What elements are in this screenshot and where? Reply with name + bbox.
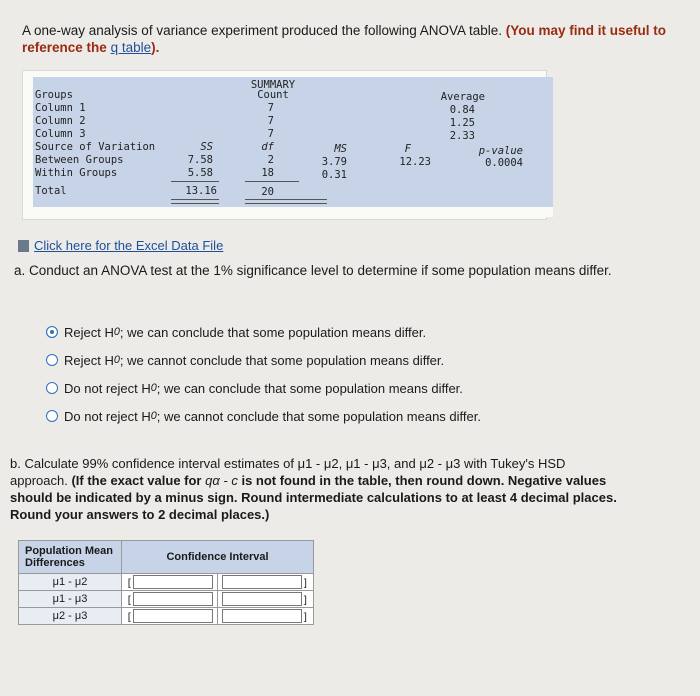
upper-bound-input[interactable] <box>222 575 302 589</box>
upper-bound-input[interactable] <box>222 609 302 623</box>
option-reject-cannot[interactable]: Reject H 0 ; we cannot conclude that some population means differ. <box>46 346 481 374</box>
table-row: μ1 - μ3 [ ] <box>19 591 314 608</box>
f-header: F <box>404 143 411 155</box>
prompt-suffix: ). <box>151 40 160 55</box>
anova-table <box>22 70 547 220</box>
option-do-not-reject-can[interactable]: Do not reject H 0 ; we can conclude that some population means differ. <box>46 374 481 402</box>
radio-button[interactable] <box>46 382 58 394</box>
part-b-line3: should be indicated by a minus sign. Round intermediate calculations to at least 4 decimal places. <box>10 490 617 505</box>
excel-data-link[interactable] <box>18 238 223 253</box>
prompt-text: A one-way analysis of variance experiment produced the following ANOVA table. <box>22 23 503 38</box>
part-b-line1: b. Calculate 99% confidence interval estimates of μ1 - μ2, μ1 - μ3, and μ2 - μ3 with Tukey's HSD <box>10 456 566 471</box>
df-header: df <box>261 141 274 153</box>
q-alpha-expression: qα - c <box>205 473 238 488</box>
group-name: Column 3 <box>35 128 86 140</box>
within-label: Within Groups <box>35 167 118 179</box>
part-a-options <box>46 318 481 430</box>
row-label: μ1 - μ2 <box>19 574 122 591</box>
pvalue-header: p-value <box>478 145 523 157</box>
between-label: Between Groups <box>35 154 124 166</box>
table-row: μ1 - μ2 [ ] <box>19 574 314 591</box>
group-name: Column 1 <box>35 102 86 114</box>
between-ss: 7.58 <box>187 154 213 166</box>
part-b-line4: Round your answers to 2 decimal places.) <box>10 507 270 522</box>
row-label: μ1 - μ3 <box>19 591 122 608</box>
p-value: 0.0004 <box>485 157 523 169</box>
f-value: 12.23 <box>399 156 431 168</box>
group-count: 7 <box>267 115 274 127</box>
groups-header: Groups <box>35 89 73 101</box>
problem-prompt <box>22 22 692 56</box>
total-ss: 13.16 <box>185 185 217 197</box>
group-count: 7 <box>267 102 274 114</box>
summary-title: SUMMARY <box>250 79 296 91</box>
part-b-question: b. Calculate 99% confidence interval estimates of μ1 - μ2, μ1 - μ3, and μ2 - μ3 with Tukey's HSD approach. (If the exact value for qα - c is not found in the table, then round down. Negative values should be indicated by a minus sign. Round intermediate calculations to at least 4 decimal places. Round your answers to 2 decimal places.) <box>10 455 670 523</box>
radio-button[interactable] <box>46 354 58 366</box>
group-average: 2.33 <box>449 130 475 142</box>
option-reject-can[interactable]: Reject H 0 ; we can conclude that some population means differ. <box>46 318 481 346</box>
count-header: Count <box>257 89 289 101</box>
between-ms: 3.79 <box>321 156 347 168</box>
total-df: 20 <box>261 186 274 198</box>
lower-bound-input[interactable] <box>133 592 213 606</box>
header-population-mean-differences: Population Mean Differences <box>19 541 122 574</box>
within-ms: 0.31 <box>321 169 347 181</box>
prompt-hint: (You may find it useful to reference the <box>22 23 667 55</box>
lower-bound-input[interactable] <box>133 609 213 623</box>
option-do-not-reject-cannot[interactable]: Do not reject H 0 ; we cannot conclude that some population means differ. <box>46 402 481 430</box>
within-ss: 5.58 <box>187 167 213 179</box>
ss-header: SS <box>200 141 213 153</box>
excel-link-text[interactable]: Click here for the Excel Data File <box>34 238 224 253</box>
q-table-link[interactable]: q table <box>110 40 152 55</box>
upper-bound-input[interactable] <box>222 592 302 606</box>
group-name: Column 2 <box>35 115 86 127</box>
radio-button-selected[interactable] <box>46 326 58 338</box>
within-df: 18 <box>261 167 274 179</box>
ms-header: MS <box>334 143 347 155</box>
lower-bound-input[interactable] <box>133 575 213 589</box>
confidence-interval-table <box>18 540 314 625</box>
excel-file-icon <box>18 240 29 252</box>
part-a-question: a. Conduct an ANOVA test at the 1% significance level to determine if some population means differ. <box>14 263 612 278</box>
group-count: 7 <box>267 128 274 140</box>
radio-button[interactable] <box>46 410 58 422</box>
group-average: 0.84 <box>449 104 475 116</box>
average-header: Average <box>440 91 485 103</box>
source-header: Source of Variation <box>35 141 156 153</box>
between-df: 2 <box>267 154 274 166</box>
header-confidence-interval: Confidence Interval <box>122 541 314 574</box>
group-average: 1.25 <box>449 117 475 129</box>
total-label: Total <box>35 185 67 197</box>
table-row: μ2 - μ3 [ ] <box>19 608 314 625</box>
row-label: μ2 - μ3 <box>19 608 122 625</box>
